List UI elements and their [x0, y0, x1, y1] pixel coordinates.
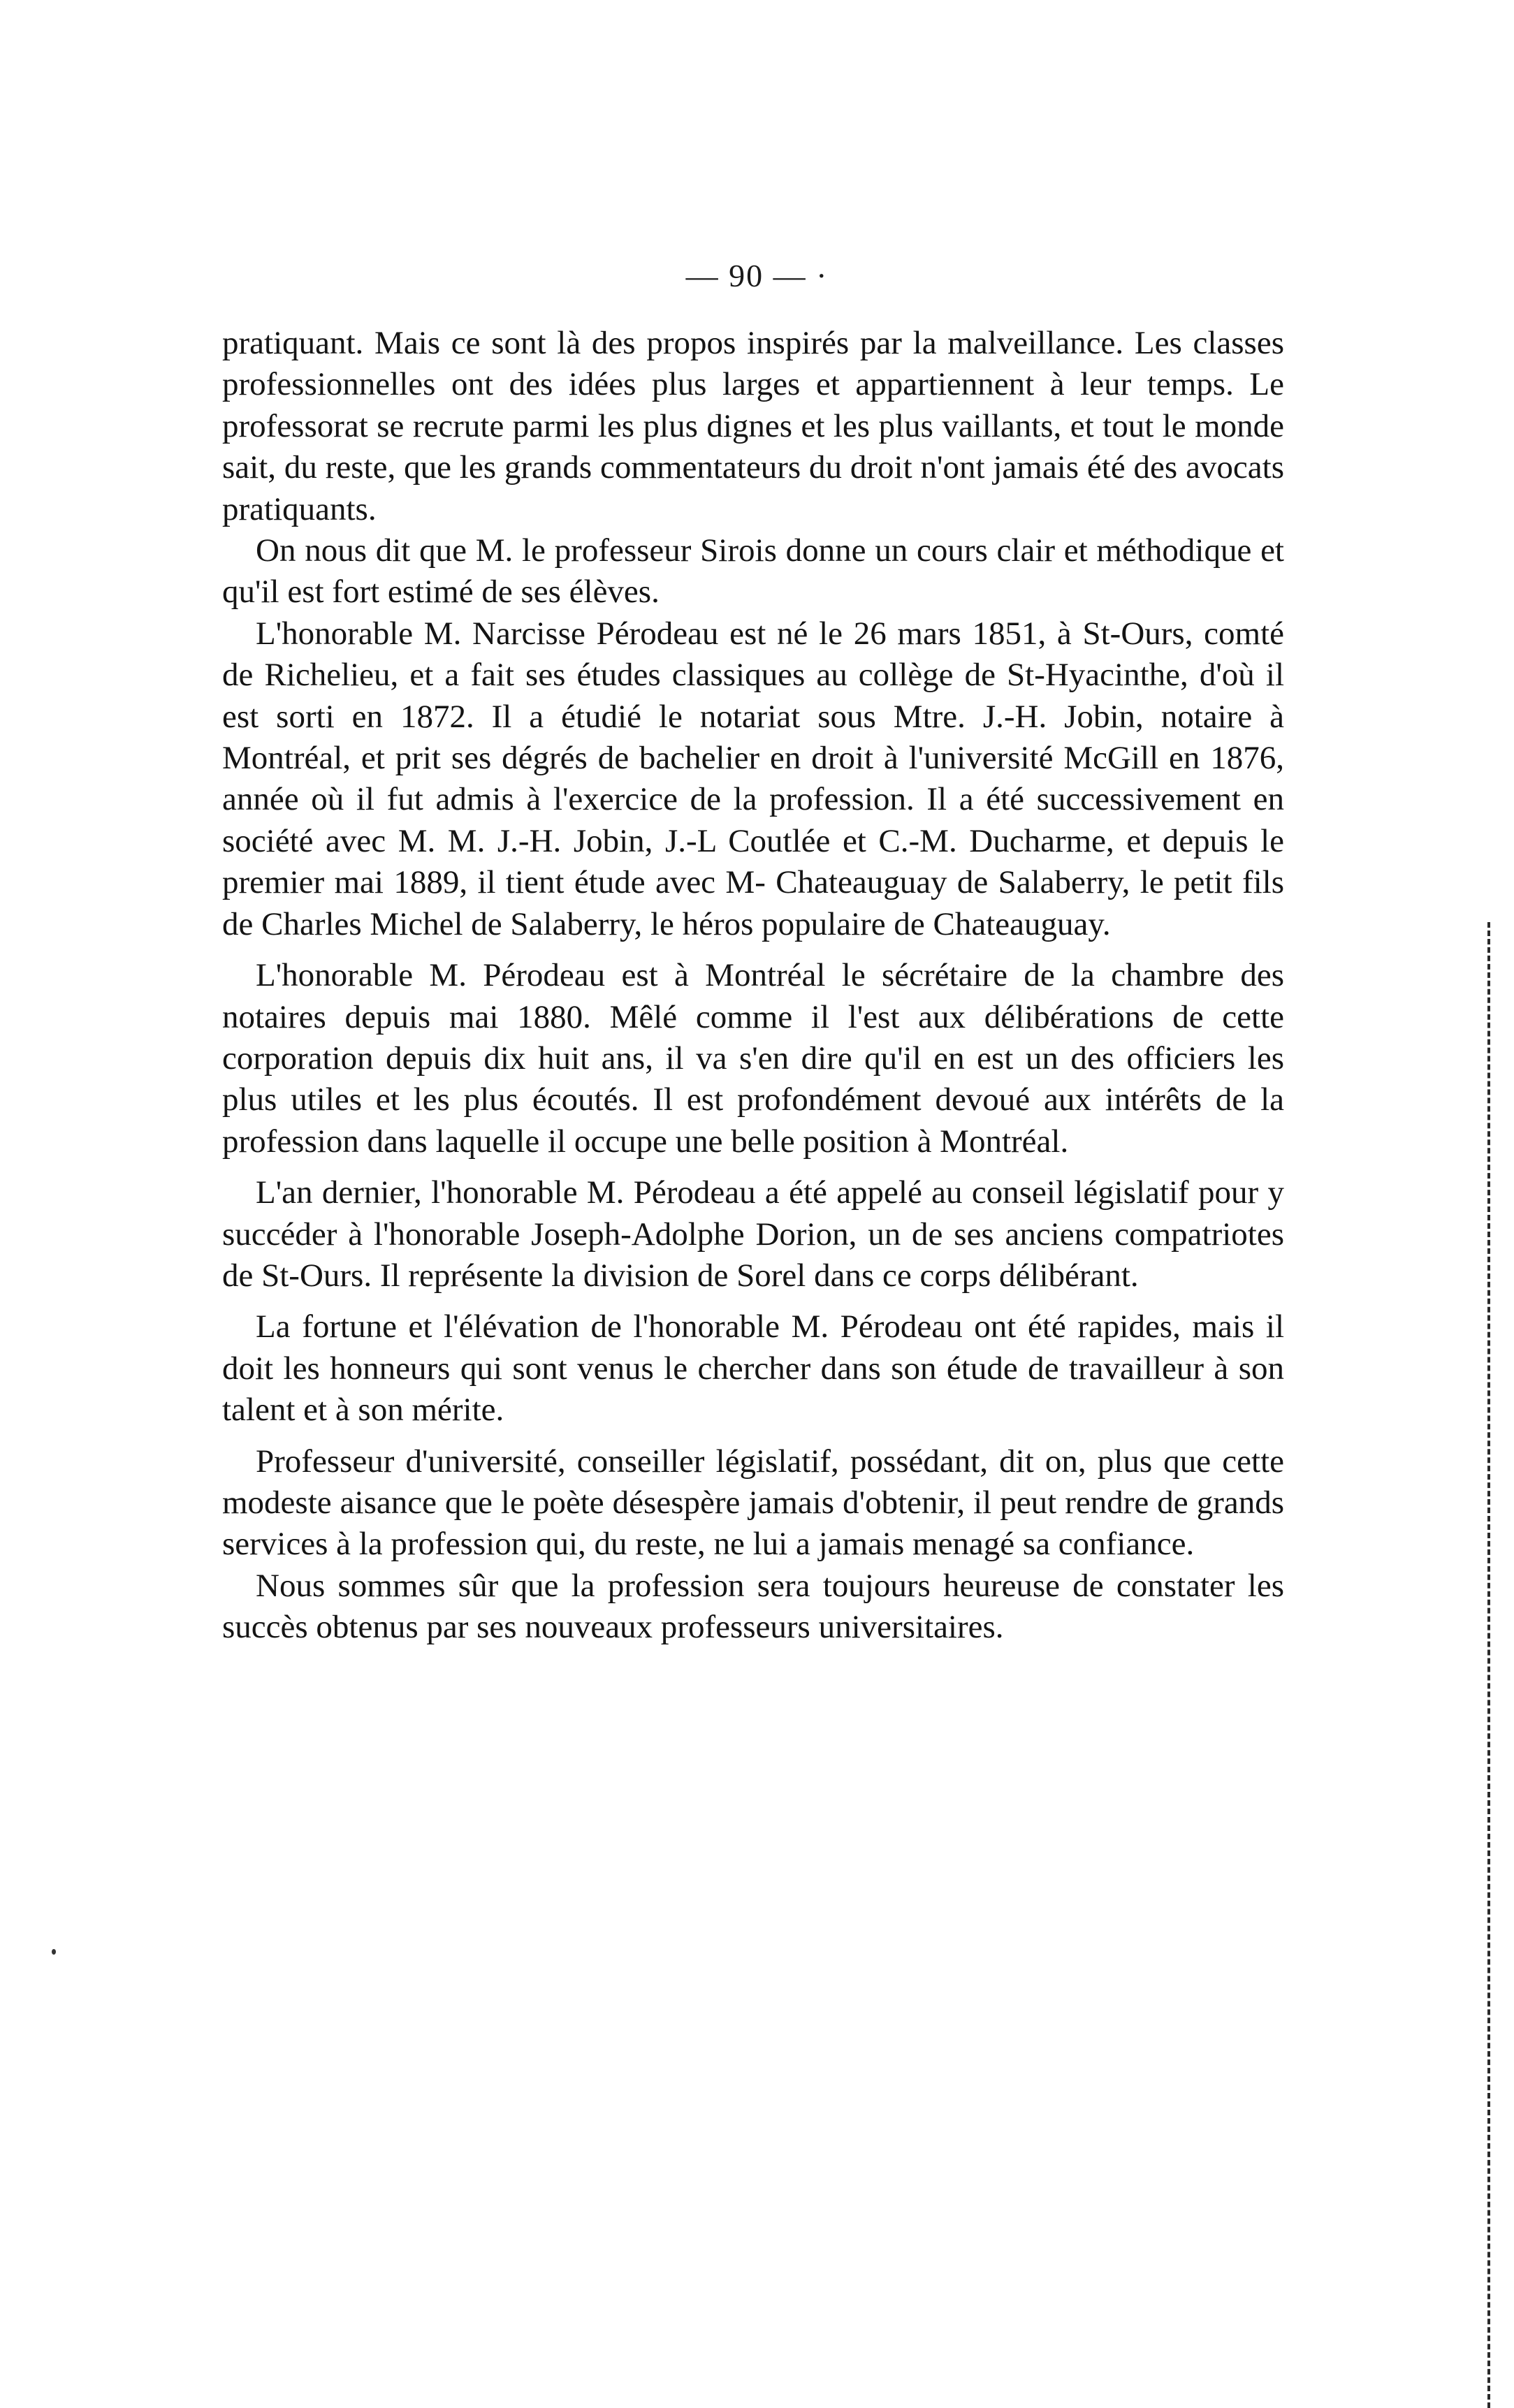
paragraph-6: La fortune et l'élévation de l'honorable M. Pérodeau ont été rapides, mais il doit les honneurs qui sont venus le chercher dans son étude de travailleur à son talent et à son mérite. [222, 1308, 1284, 1429]
paragraph-2: On nous dit que M. le professeur Sirois donne un cours clair et méthodique et qu'il est fort estimé de ses élèves. [222, 532, 1284, 611]
paragraph-5: L'an dernier, l'honorable M. Pérodeau a été appelé au conseil législatif pour y succéder à l'honorable Joseph-Adolphe Dorion, un de ses anciens compatriotes de St-Ours. Il représente la division de Sorel dans ce corps délibérant. [222, 1174, 1284, 1294]
body-text [222, 323, 1284, 1649]
paragraph-4: L'honorable M. Pérodeau est à Montréal le sécrétaire de la chambre des notaires depuis mai 1880. Mêlé comme il l'est aux délibérations de cette corporation depuis dix huit ans, il va s'en dire qu'il en est un des officiers les plus utiles et les plus écoutés. Il est profondément devoué aux intérêts de la profession dans laquelle il occupe une belle position à Montréal. [222, 957, 1284, 1160]
page-edge-mark [1487, 922, 1490, 2408]
paragraph-3: L'honorable M. Narcisse Pérodeau est né le 26 mars 1851, à St-Ours, comté de Richelieu, et a fait ses études classiques au collège de St-Hyacinthe, d'où il est sorti en 1872. Il a étudié le notariat sous Mtre. J.-H. Jobin, notaire à Montréal, et prit ses dégrés de bachelier en droit à l'université McGill en 1876, année où il fut admis à l'exercice de la profession. Il a été successivement en société avec M. M. J.-H. Jobin, J.-L Coutlée et C.-M. Ducharme, et depuis le premier mai 1889, il tient étude avec M- Chateauguay de Salaberry, le petit fils de Charles Michel de Salaberry, le héros populaire de Chateauguay. [222, 615, 1284, 942]
page-number: — 90 — · [685, 258, 829, 293]
paragraph-8: Nous sommes sûr que la profession sera toujours heureuse de constater les succès obtenus par ses nouveaux professeurs universitaires. [222, 1567, 1284, 1646]
ink-speck [52, 1949, 56, 1955]
paragraph-7: Professeur d'université, conseiller législatif, possédant, dit on, plus que cette modeste aisance que le poète désespère jamais d'obtenir, il peut rendre de grands services à la profession qui, du reste, ne lui a jamais menagé sa confiance. [222, 1443, 1284, 1563]
paragraph-1: pratiquant. Mais ce sont là des propos inspirés par la malveillance. Les classes professionnelles ont des idées plus larges et appartiennent à leur temps. Le professorat se recrute parmi les plus dignes et les plus vaillants, et tout le monde sait, du reste, que les grands commentateurs du droit n'ont jamais été des avocats pratiquants. [222, 325, 1284, 527]
